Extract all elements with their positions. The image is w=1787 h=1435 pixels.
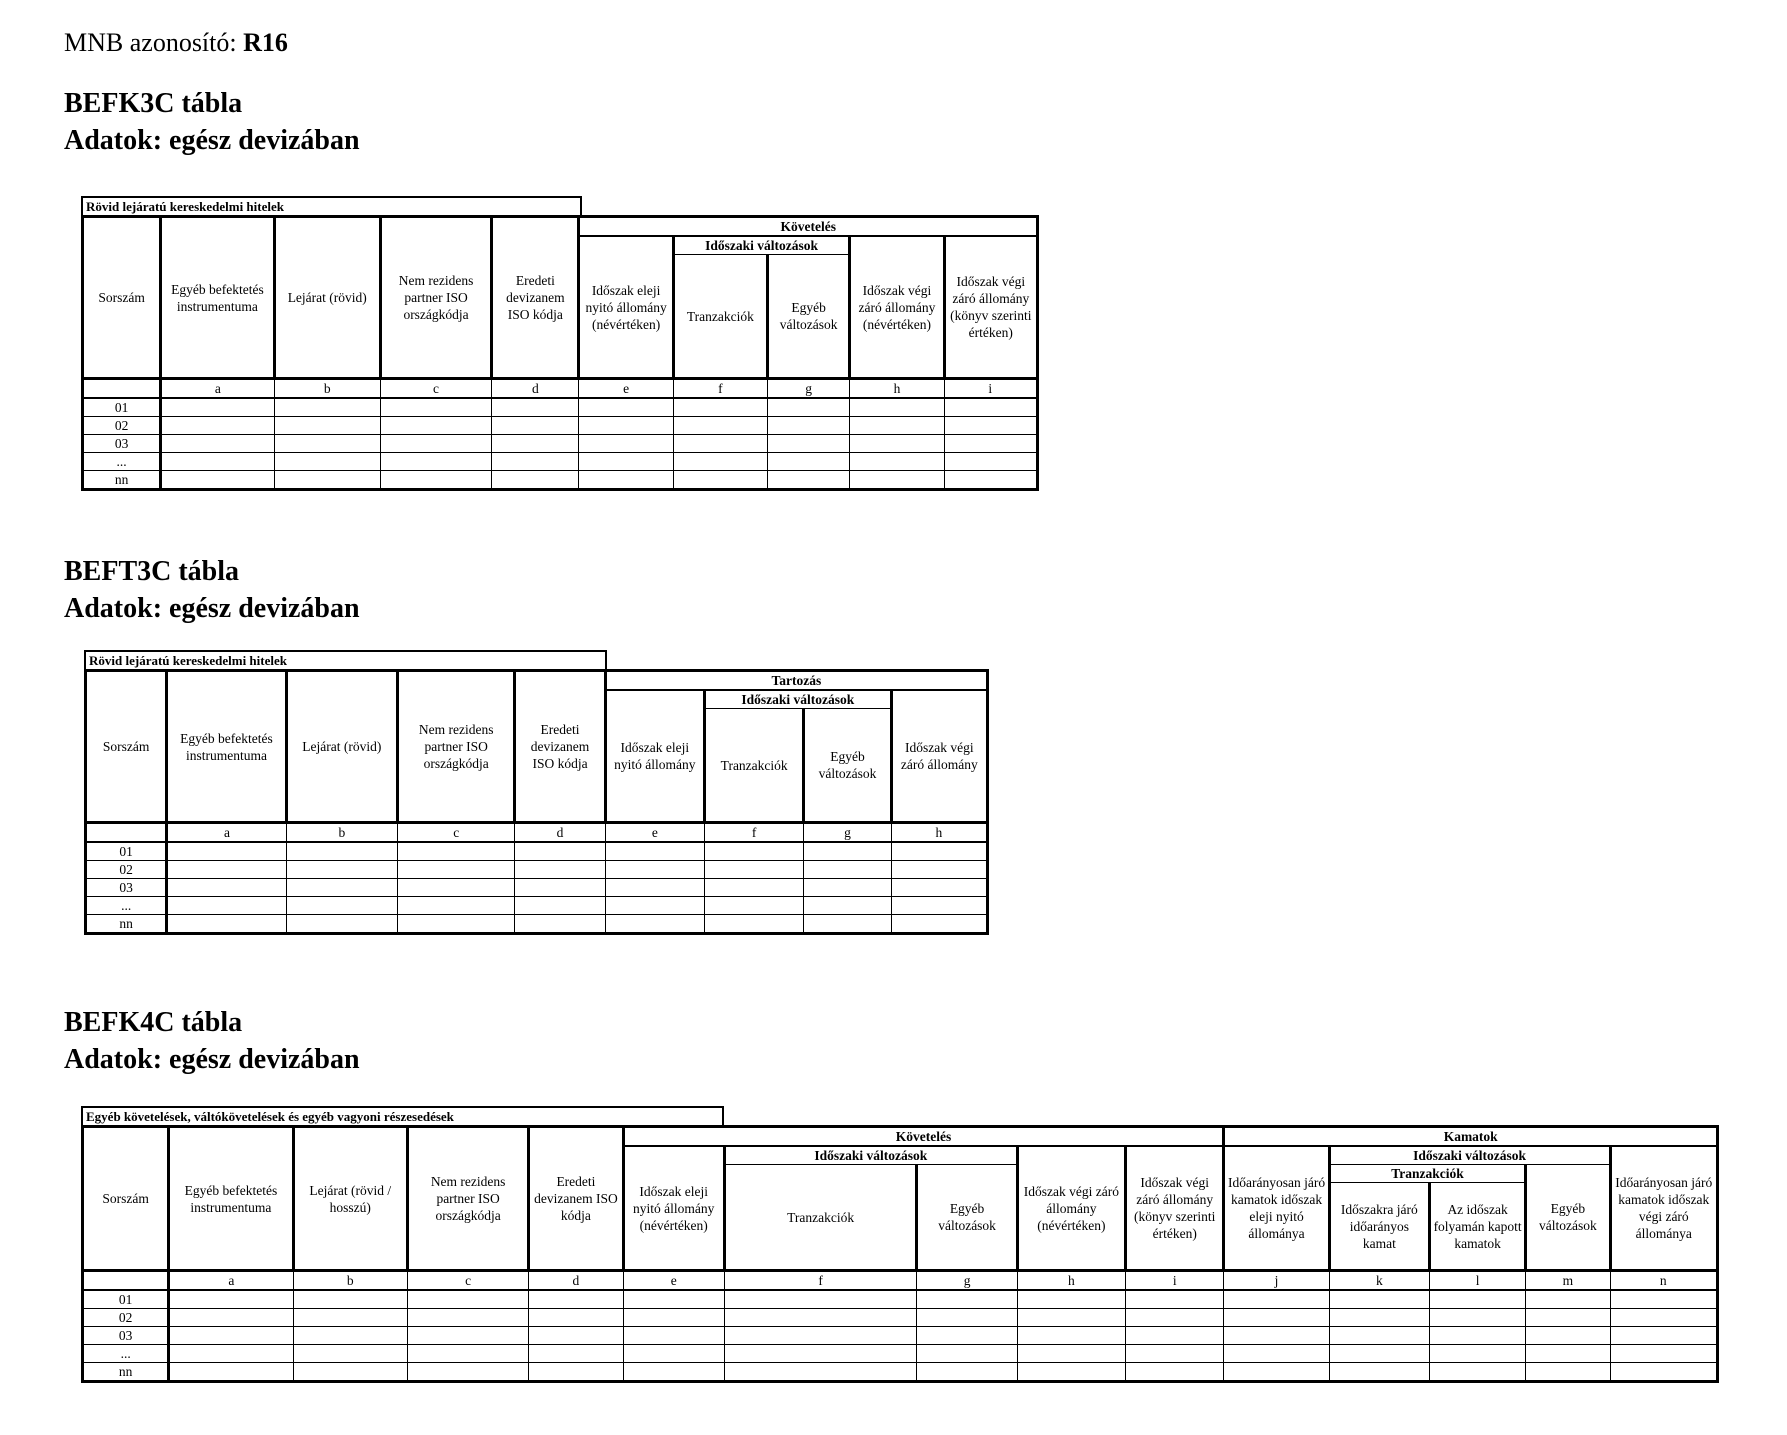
t3-letter-2: b (293, 1271, 407, 1291)
t3-cell[interactable] (293, 1309, 407, 1327)
t1-cell[interactable] (492, 398, 579, 417)
t2-cell[interactable] (515, 842, 605, 861)
t2-cell[interactable] (398, 842, 515, 861)
t2-cell[interactable] (705, 861, 804, 879)
t1-cell[interactable] (850, 398, 944, 417)
t3-cell[interactable] (724, 1290, 917, 1309)
t3-subsub2: Tranzakciók (1329, 1165, 1526, 1183)
t2-cell[interactable] (286, 842, 397, 861)
t3-subgroup2: Időszaki változások (1329, 1146, 1610, 1165)
t3-cell[interactable] (917, 1345, 1017, 1363)
t1-cell[interactable] (161, 417, 274, 435)
t3-cell[interactable] (407, 1345, 528, 1363)
t2-row-number: ... (86, 897, 167, 915)
t1-cell[interactable] (274, 471, 380, 490)
t1-col-1: Egyéb befektetés instrumentuma (161, 217, 274, 379)
t3-cell[interactable] (1017, 1363, 1125, 1382)
t2-row (86, 842, 988, 861)
t3-row (83, 1363, 1718, 1382)
t3-row-number: 01 (83, 1290, 169, 1309)
t3-cell[interactable] (293, 1327, 407, 1345)
t3-cell[interactable] (1429, 1363, 1525, 1382)
t2-cell[interactable] (398, 897, 515, 915)
t3-col-0: Sorszám (83, 1127, 169, 1271)
table3-title: BEFK4C tábla (64, 1007, 243, 1038)
t3-cell[interactable] (293, 1345, 407, 1363)
table2 (84, 650, 990, 956)
t3-cell[interactable] (1526, 1327, 1610, 1345)
t3-row-number: 02 (83, 1309, 169, 1327)
t3-cell[interactable] (623, 1309, 724, 1327)
t1-cell[interactable] (579, 453, 673, 471)
t1-cell[interactable] (380, 471, 491, 490)
t3-cell[interactable] (1017, 1309, 1125, 1327)
t2-cell[interactable] (398, 879, 515, 897)
t2-col-4: Eredeti devizanem ISO kódja (515, 671, 605, 823)
t2-col-5: Időszak eleji nyitó állomány (605, 690, 704, 823)
t2-row (86, 861, 988, 879)
t2-cell[interactable] (286, 879, 397, 897)
t3-cell[interactable] (623, 1327, 724, 1345)
table1-title: BEFK3C tábla (64, 88, 243, 119)
t1-cell[interactable] (944, 435, 1037, 453)
t2-cell[interactable] (286, 861, 397, 879)
t2-cell[interactable] (167, 842, 286, 861)
t3-cell[interactable] (1126, 1345, 1224, 1363)
t2-row (86, 879, 988, 897)
t1-cell[interactable] (161, 435, 274, 453)
t1-cell[interactable] (274, 398, 380, 417)
t3-cell[interactable] (917, 1363, 1017, 1382)
table2-caption: Rövid lejáratú kereskedelmi hitelek (84, 650, 607, 672)
t2-letter-8: h (891, 823, 987, 843)
t2-letter-6: f (705, 823, 804, 843)
t1-cell[interactable] (274, 453, 380, 471)
t1-col-4: Eredeti devizanem ISO kódja (492, 217, 579, 379)
t2-col-2: Lejárat (rövid) (286, 671, 397, 823)
t2-cell[interactable] (891, 861, 987, 879)
t1-cell[interactable] (579, 398, 673, 417)
t3-letter-3: c (407, 1271, 528, 1291)
t3-cell[interactable] (293, 1363, 407, 1382)
t3-cell[interactable] (917, 1290, 1017, 1309)
t2-letter-4: d (515, 823, 605, 843)
t3-col-3: Nem rezidens partner ISO országkódja (407, 1127, 528, 1271)
t1-cell[interactable] (579, 471, 673, 490)
t3-cell[interactable] (724, 1309, 917, 1327)
t3-cell[interactable] (169, 1327, 293, 1345)
t2-cell[interactable] (167, 897, 286, 915)
t2-row-number: 02 (86, 861, 167, 879)
t3-cell[interactable] (169, 1290, 293, 1309)
t3-cell[interactable] (1526, 1363, 1610, 1382)
t2-col-7: Egyéb változások (804, 709, 891, 823)
table2-subtitle: Adatok: egész devizában (64, 593, 360, 624)
t3-cell[interactable] (917, 1327, 1017, 1345)
t3-cell[interactable] (1610, 1309, 1717, 1327)
t3-cell[interactable] (529, 1345, 623, 1363)
t1-cell[interactable] (274, 435, 380, 453)
t1-cell[interactable] (673, 435, 767, 453)
t2-cell[interactable] (286, 897, 397, 915)
t3-col-5: Időszak eleji nyitó állomány (névértéken) (623, 1146, 724, 1271)
table3-caption: Egyéb követelések, váltókövetelések és egyéb vagyoni részesedések (81, 1106, 724, 1128)
t2-cell[interactable] (515, 915, 605, 934)
t1-cell[interactable] (768, 453, 850, 471)
t3-cell[interactable] (623, 1345, 724, 1363)
t3-cell[interactable] (1126, 1327, 1224, 1345)
t3-cell[interactable] (1224, 1327, 1329, 1345)
t1-cell[interactable] (380, 398, 491, 417)
t3-col-4: Eredeti devizanem ISO kódja (529, 1127, 623, 1271)
t2-cell[interactable] (891, 915, 987, 934)
table3-subtitle: Adatok: egész devizában (64, 1044, 360, 1075)
t3-cell[interactable] (1526, 1345, 1610, 1363)
t3-cell[interactable] (407, 1309, 528, 1327)
t2-cell[interactable] (605, 879, 704, 897)
t2-cell[interactable] (515, 879, 605, 897)
t3-col-12: Az időszak folyamán kapott kamatok (1429, 1183, 1525, 1271)
t1-letter-7: g (768, 379, 850, 399)
t1-cell[interactable] (850, 471, 944, 490)
table2-grid (84, 669, 989, 935)
t2-cell[interactable] (705, 879, 804, 897)
t3-cell[interactable] (1329, 1363, 1429, 1382)
t2-row (86, 915, 988, 934)
t3-cell[interactable] (1610, 1363, 1717, 1382)
t3-letter-7: g (917, 1271, 1017, 1291)
t1-cell[interactable] (492, 453, 579, 471)
t1-cell[interactable] (492, 471, 579, 490)
t1-cell[interactable] (673, 453, 767, 471)
t3-letter-5: e (623, 1271, 724, 1291)
mnb-code: R16 (243, 28, 288, 57)
t1-cell[interactable] (492, 435, 579, 453)
t1-group: Követelés (579, 217, 1038, 237)
t1-cell[interactable] (768, 417, 850, 435)
t1-letter-5: e (579, 379, 673, 399)
t2-col-6: Tranzakciók (705, 709, 804, 823)
t3-cell[interactable] (724, 1345, 917, 1363)
t3-cell[interactable] (169, 1363, 293, 1382)
t1-col-9: Időszak végi záró állomány (könyv szerinti értéken) (944, 236, 1037, 379)
t1-cell[interactable] (944, 471, 1037, 490)
t2-cell[interactable] (286, 915, 397, 934)
t3-cell[interactable] (1126, 1309, 1224, 1327)
t3-cell[interactable] (529, 1309, 623, 1327)
t1-cell[interactable] (850, 417, 944, 435)
t1-row (83, 398, 1038, 417)
t3-letter-9: i (1126, 1271, 1224, 1291)
t1-cell[interactable] (161, 398, 274, 417)
t2-cell[interactable] (804, 842, 891, 861)
t3-cell[interactable] (917, 1309, 1017, 1327)
t1-cell[interactable] (492, 417, 579, 435)
t3-cell[interactable] (1224, 1363, 1329, 1382)
t1-letter-0 (83, 379, 161, 399)
t3-col-7: Egyéb változások (917, 1165, 1017, 1271)
t1-letter-9: i (944, 379, 1037, 399)
t3-cell[interactable] (1429, 1345, 1525, 1363)
t3-cell[interactable] (293, 1290, 407, 1309)
t2-cell[interactable] (804, 879, 891, 897)
t2-col-3: Nem rezidens partner ISO országkódja (398, 671, 515, 823)
t3-cell[interactable] (407, 1363, 528, 1382)
t3-cell[interactable] (407, 1327, 528, 1345)
t3-row (83, 1327, 1718, 1345)
t3-cell[interactable] (1329, 1309, 1429, 1327)
t1-cell[interactable] (673, 417, 767, 435)
t3-cell[interactable] (169, 1309, 293, 1327)
t3-letter-11: k (1329, 1271, 1429, 1291)
t3-letter-14: n (1610, 1271, 1717, 1291)
table3-grid (81, 1125, 1719, 1383)
t3-cell[interactable] (1610, 1345, 1717, 1363)
t1-cell[interactable] (673, 398, 767, 417)
t1-cell[interactable] (850, 435, 944, 453)
table1-caption: Rövid lejáratú kereskedelmi hitelek (81, 196, 582, 218)
t2-col-0: Sorszám (86, 671, 167, 823)
t2-cell[interactable] (515, 897, 605, 915)
t1-cell[interactable] (673, 471, 767, 490)
t2-cell[interactable] (891, 842, 987, 861)
t3-cell[interactable] (1610, 1290, 1717, 1309)
t3-cell[interactable] (1126, 1363, 1224, 1382)
t3-row-number: 03 (83, 1327, 169, 1345)
t2-cell[interactable] (705, 842, 804, 861)
t2-letter-1: a (167, 823, 286, 843)
table1-subtitle: Adatok: egész devizában (64, 125, 360, 156)
t3-row-number: nn (83, 1363, 169, 1382)
t3-cell[interactable] (1429, 1327, 1525, 1345)
t1-col-3: Nem rezidens partner ISO országkódja (380, 217, 491, 379)
table3 (81, 1106, 1720, 1416)
t3-letter-8: h (1017, 1271, 1125, 1291)
t2-cell[interactable] (705, 915, 804, 934)
t2-cell[interactable] (167, 861, 286, 879)
t2-cell[interactable] (891, 879, 987, 897)
t3-cell[interactable] (1429, 1290, 1525, 1309)
t1-row-number: 03 (83, 435, 161, 453)
t2-cell[interactable] (167, 879, 286, 897)
t3-col-9: Időszak végi záró állomány (könyv szerinti értéken) (1126, 1146, 1224, 1271)
t2-letter-3: c (398, 823, 515, 843)
t2-cell[interactable] (515, 861, 605, 879)
t1-cell[interactable] (579, 435, 673, 453)
t2-letter-2: b (286, 823, 397, 843)
t2-cell[interactable] (605, 842, 704, 861)
t3-letter-10: j (1224, 1271, 1329, 1291)
t1-col-2: Lejárat (rövid) (274, 217, 380, 379)
t2-group: Tartozás (605, 671, 987, 691)
t3-cell[interactable] (1329, 1345, 1429, 1363)
t3-letter-13: m (1526, 1271, 1610, 1291)
t3-col-13: Egyéb változások (1526, 1165, 1610, 1271)
t1-row (83, 417, 1038, 435)
t3-row (83, 1309, 1718, 1327)
t3-cell[interactable] (1017, 1345, 1125, 1363)
t1-cell[interactable] (161, 453, 274, 471)
t1-cell[interactable] (944, 398, 1037, 417)
t3-letter-1: a (169, 1271, 293, 1291)
t3-group2: Kamatok (1224, 1127, 1718, 1147)
t1-row (83, 435, 1038, 453)
t3-cell[interactable] (1017, 1327, 1125, 1345)
t2-row (86, 897, 988, 915)
t1-letter-8: h (850, 379, 944, 399)
t3-col-6: Tranzakciók (724, 1165, 917, 1271)
t3-subgroup: Időszaki változások (724, 1146, 1017, 1165)
t2-letter-0 (86, 823, 167, 843)
t3-letter-6: f (724, 1271, 917, 1291)
t3-cell[interactable] (169, 1345, 293, 1363)
t2-cell[interactable] (705, 897, 804, 915)
t3-cell[interactable] (1526, 1309, 1610, 1327)
t1-row (83, 453, 1038, 471)
t3-row (83, 1290, 1718, 1309)
t3-col-14: Időarányosan járó kamatok időszak végi záró állománya (1610, 1146, 1717, 1271)
t3-cell[interactable] (623, 1363, 724, 1382)
t3-row-number: ... (83, 1345, 169, 1363)
t2-letter-7: g (804, 823, 891, 843)
t1-col-0: Sorszám (83, 217, 161, 379)
t3-cell[interactable] (1017, 1290, 1125, 1309)
t3-col-10: Időarányosan járó kamatok időszak eleji nyitó állománya (1224, 1146, 1329, 1271)
t2-cell[interactable] (605, 915, 704, 934)
t1-letter-4: d (492, 379, 579, 399)
t3-cell[interactable] (724, 1327, 917, 1345)
t1-col-6: Tranzakciók (673, 255, 767, 379)
t2-row-number: 01 (86, 842, 167, 861)
t3-cell[interactable] (1224, 1309, 1329, 1327)
t1-row-number: nn (83, 471, 161, 490)
table1 (81, 196, 1041, 502)
t2-cell[interactable] (605, 897, 704, 915)
t3-cell[interactable] (623, 1290, 724, 1309)
t1-letter-3: c (380, 379, 491, 399)
t1-cell[interactable] (380, 453, 491, 471)
t2-col-8: Időszak végi záró állomány (891, 690, 987, 823)
mnb-label: MNB azonosító: (64, 28, 244, 57)
table1-grid (81, 215, 1039, 491)
t2-cell[interactable] (804, 915, 891, 934)
t3-cell[interactable] (529, 1327, 623, 1345)
t1-cell[interactable] (768, 471, 850, 490)
t3-row (83, 1345, 1718, 1363)
table2-title: BEFT3C tábla (64, 556, 240, 587)
t1-cell[interactable] (579, 417, 673, 435)
t1-cell[interactable] (850, 453, 944, 471)
t3-col-1: Egyéb befektetés instrumentuma (169, 1127, 293, 1271)
t2-cell[interactable] (167, 915, 286, 934)
t3-cell[interactable] (1526, 1290, 1610, 1309)
t3-cell[interactable] (407, 1290, 528, 1309)
t3-cell[interactable] (1224, 1290, 1329, 1309)
t1-row-number: 02 (83, 417, 161, 435)
t2-subgroup: Időszaki változások (705, 690, 892, 709)
t1-col-7: Egyéb változások (768, 255, 850, 379)
t3-cell[interactable] (1329, 1290, 1429, 1309)
t1-cell[interactable] (944, 453, 1037, 471)
t3-col-8: Időszak végi záró állomány (névértéken) (1017, 1146, 1125, 1271)
t1-cell[interactable] (768, 398, 850, 417)
t2-letter-5: e (605, 823, 704, 843)
t1-letter-6: f (673, 379, 767, 399)
t1-col-8: Időszak végi záró állomány (névértéken) (850, 236, 944, 379)
mnb-identifier (64, 28, 288, 58)
t1-row-number: ... (83, 453, 161, 471)
t3-letter-12: l (1429, 1271, 1525, 1291)
t2-row-number: 03 (86, 879, 167, 897)
t1-cell[interactable] (944, 417, 1037, 435)
t3-cell[interactable] (529, 1290, 623, 1309)
t1-cell[interactable] (380, 435, 491, 453)
t1-cell[interactable] (380, 417, 491, 435)
t1-letter-1: a (161, 379, 274, 399)
t3-col-2: Lejárat (rövid / hosszú) (293, 1127, 407, 1271)
t3-letter-0 (83, 1271, 169, 1291)
t1-subgroup: Időszaki változások (673, 236, 850, 255)
t2-cell[interactable] (804, 861, 891, 879)
t3-cell[interactable] (1610, 1327, 1717, 1345)
t2-cell[interactable] (804, 897, 891, 915)
t3-cell[interactable] (1126, 1290, 1224, 1309)
t3-cell[interactable] (1224, 1345, 1329, 1363)
t2-row-number: nn (86, 915, 167, 934)
t3-cell[interactable] (724, 1363, 917, 1382)
t1-row-number: 01 (83, 398, 161, 417)
t1-col-5: Időszak eleji nyitó állomány (névértéken) (579, 236, 673, 379)
t2-cell[interactable] (605, 861, 704, 879)
t3-group: Követelés (623, 1127, 1224, 1147)
t1-cell[interactable] (161, 471, 274, 490)
t1-cell[interactable] (768, 435, 850, 453)
t2-cell[interactable] (891, 897, 987, 915)
t1-row (83, 471, 1038, 490)
t1-cell[interactable] (274, 417, 380, 435)
t2-col-1: Egyéb befektetés instrumentuma (167, 671, 286, 823)
t2-cell[interactable] (398, 861, 515, 879)
t2-cell[interactable] (398, 915, 515, 934)
t3-col-11: Időszakra járó időarányos kamat (1329, 1183, 1429, 1271)
t3-cell[interactable] (529, 1363, 623, 1382)
t3-letter-4: d (529, 1271, 623, 1291)
t3-cell[interactable] (1329, 1327, 1429, 1345)
t1-letter-2: b (274, 379, 380, 399)
t3-cell[interactable] (1429, 1309, 1525, 1327)
